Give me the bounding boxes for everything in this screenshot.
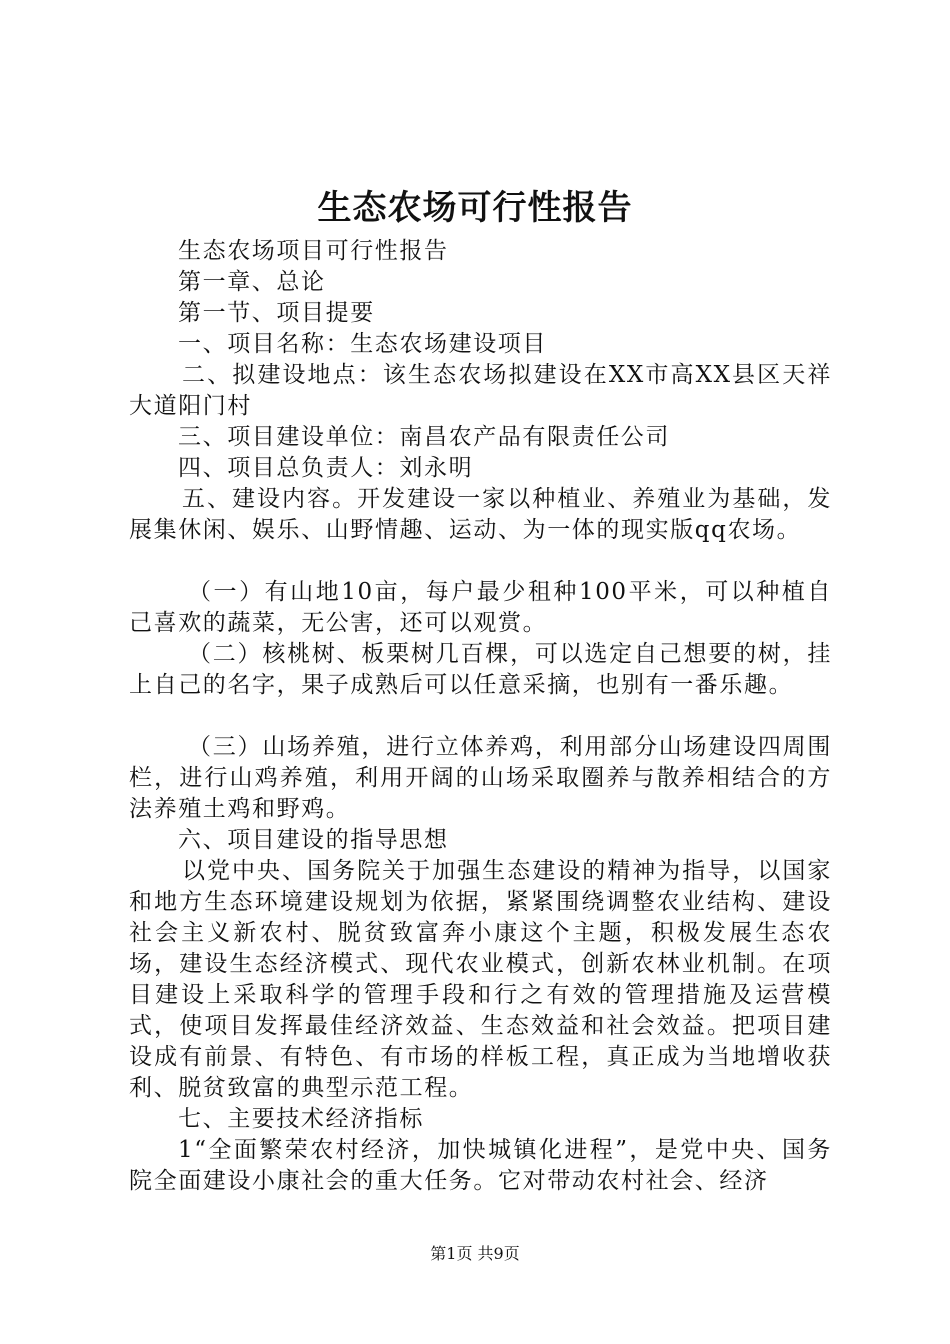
paragraph-chapter-heading: 第一章、总论 [178,269,326,295]
page-footer: 第1页 共9页 [430,1244,520,1263]
paragraph-construction-content: 五、建设内容。开发建设一家以种植业、养殖业为基础，发展集休闲、娱乐、山野情趣、运动、为一体的现实版qq农场。 [129,486,832,543]
paragraph-guiding-ideology: 以党中央、国务院关于加强生态建设的精神为指导，以国家和地方生态环境建设规划为依据，紧紧围绕调整农业结构、建设社会主义新农村、脱贫致富奔小康这个主题，积极发展生态农场，建设生态经济模式、现代农业模式，创新农林业机制。在项目建设上采取科学的管理手段和行之有效的管理措施及运营模式，使项目发挥最佳经济效益、生态效益和社会效益。把项目建设成有前景、有特色、有市场的样板工程，真正成为当地增收获利、脱贫致富的典型示范工程。 [129,858,832,1101]
document-title: 生态农场可行性报告 [317,188,633,228]
paragraph-item-two: （二）核桃树、板栗树几百棵，可以选定自己想要的树，挂上自己的名字，果子成熟后可以任意采摘，也别有一番乐趣。 [129,641,832,698]
paragraph-project-unit: 三、项目建设单位：南昌农产品有限责任公司 [178,424,670,450]
paragraph-item-three: （三）山场养殖，进行立体养鸡，利用部分山场建设四周围栏，进行山鸡养殖，利用开阔的山场采取圈养与散养相结合的方法养殖土鸡和野鸡。 [129,734,832,822]
paragraph-project-name: 一、项目名称：生态农场建设项目 [178,331,547,357]
paragraph-section-heading: 第一节、项目提要 [178,300,375,326]
paragraph-project-location: 二、拟建设地点：该生态农场拟建设在XX市高XX县区天祥大道阳门村 [129,362,832,419]
paragraph-indicators-text: 1“全面繁荣农村经济，加快城镇化进程”，是党中央、国务院全面建设小康社会的重大任务。它对带动农村社会、经济 [129,1137,832,1194]
paragraph-report-subtitle: 生态农场项目可行性报告 [178,238,449,264]
document-body [129,236,832,1197]
paragraph-indicators-heading: 七、主要技术经济指标 [178,1106,424,1132]
paragraph-item-one: （一）有山地10亩，每户最少租种100平米，可以种植自己喜欢的蔬菜，无公害，还可以观赏。 [129,579,832,636]
paragraph-project-leader: 四、项目总负责人：刘永明 [178,455,474,481]
paragraph-guiding-ideology-heading: 六、项目建设的指导思想 [178,827,449,853]
